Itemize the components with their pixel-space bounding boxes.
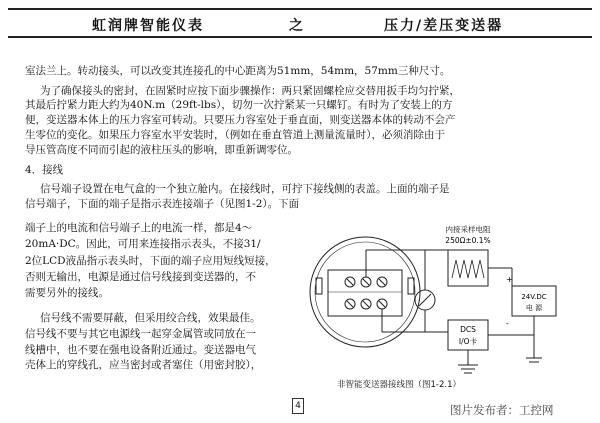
- body-line-4: 便，变送器本体上的压力容室可转动。只要压力容室处于垂直面，则变送器本体的转动不会产: [25, 114, 456, 126]
- power-voltage: 24V.DC: [521, 293, 547, 301]
- body-line-13: 否则无输出，电源是通过信号线接到变送器的，不: [25, 271, 256, 283]
- body-line-17: 线槽中，也不要在强电设备附近通过。变送器电气: [25, 344, 256, 356]
- section-heading: 4．接线: [25, 164, 64, 176]
- body-line-11: 20mA·DC。因此，可用来连接指示表头，不接31/: [25, 238, 261, 250]
- body-line-9: 信号端子，下面的端子是指示表连接端子（见图1-2）。下面: [25, 198, 300, 210]
- dcs-label: DCS: [460, 325, 476, 334]
- body-line-10: 端子上的电流和信号端子上的电流一样，都是4～: [25, 222, 253, 234]
- header-connector: 之: [289, 18, 305, 34]
- wiring-diagram: [300, 220, 590, 390]
- body-line-14: 需要另外的接线。: [25, 287, 109, 299]
- header-top-rule: [8, 8, 592, 10]
- resistor-label: 内接采样电阻: [445, 225, 491, 234]
- dcs-io-label: I/O卡: [458, 337, 478, 346]
- page-header: [0, 6, 600, 38]
- power-label: 电 源: [525, 304, 543, 312]
- housing-lug-right: [408, 278, 414, 294]
- page-number: 4: [292, 398, 304, 414]
- figure-caption: 非智能变送器接线图（图1-2.1）: [337, 380, 461, 390]
- body-line-5: 生零位的变化。如果压力容室水平安装时，（例如在垂直管道上测量流量时），必须消除由于: [25, 129, 445, 141]
- header-product: 压力/差压变送器: [384, 18, 504, 34]
- resistor-value: 250Ω±0.1%: [445, 236, 491, 245]
- body-line-1: 室法兰上。转动接头，可以改变其连接孔的中心距离为51mm，54mm，57mm三种尺寸。: [25, 65, 451, 77]
- body-line-15: 信号线不需要屏蔽，但采用绞合线，效果最佳。: [40, 312, 261, 324]
- header-brand: 虹润牌智能仪表: [92, 18, 204, 34]
- body-line-3: 其最后拧紧力距大约为40N.m（29ft-lbs），切勿一次拧紧某一只螺钉。有时为了安装上的方: [25, 99, 453, 111]
- publisher-watermark: 图片发布者：工控网: [450, 403, 554, 417]
- body-line-8: 信号端子设置在电气盒的一个独立舱内。在接线时，可拧下接线侧的表盖。上面的端子是: [40, 183, 450, 195]
- body-line-6: 导压管高度不同而引起的液柱压头的影响，即重新调零位。: [25, 144, 298, 156]
- body-line-16: 信号线不要与其它电源线一起穿金属管或同放在一: [25, 328, 256, 340]
- body-line-2: 为了确保接头的密封，在固紧时应按下面步骤操作：两只紧固螺栓应交替用扳手均匀拧紧，: [40, 85, 460, 97]
- housing-lug-left: [316, 278, 322, 294]
- header-bottom-rule: [8, 36, 592, 38]
- body-line-12: 2位LCD液晶指示表头时，下面的端子应用短线短接，: [25, 255, 276, 267]
- body-line-18: 壳体上的穿线孔，应当密封或者塞住（用密封胶），: [25, 359, 262, 371]
- power-minus-sign: -: [506, 319, 509, 328]
- power-plus-sign: +: [506, 275, 513, 284]
